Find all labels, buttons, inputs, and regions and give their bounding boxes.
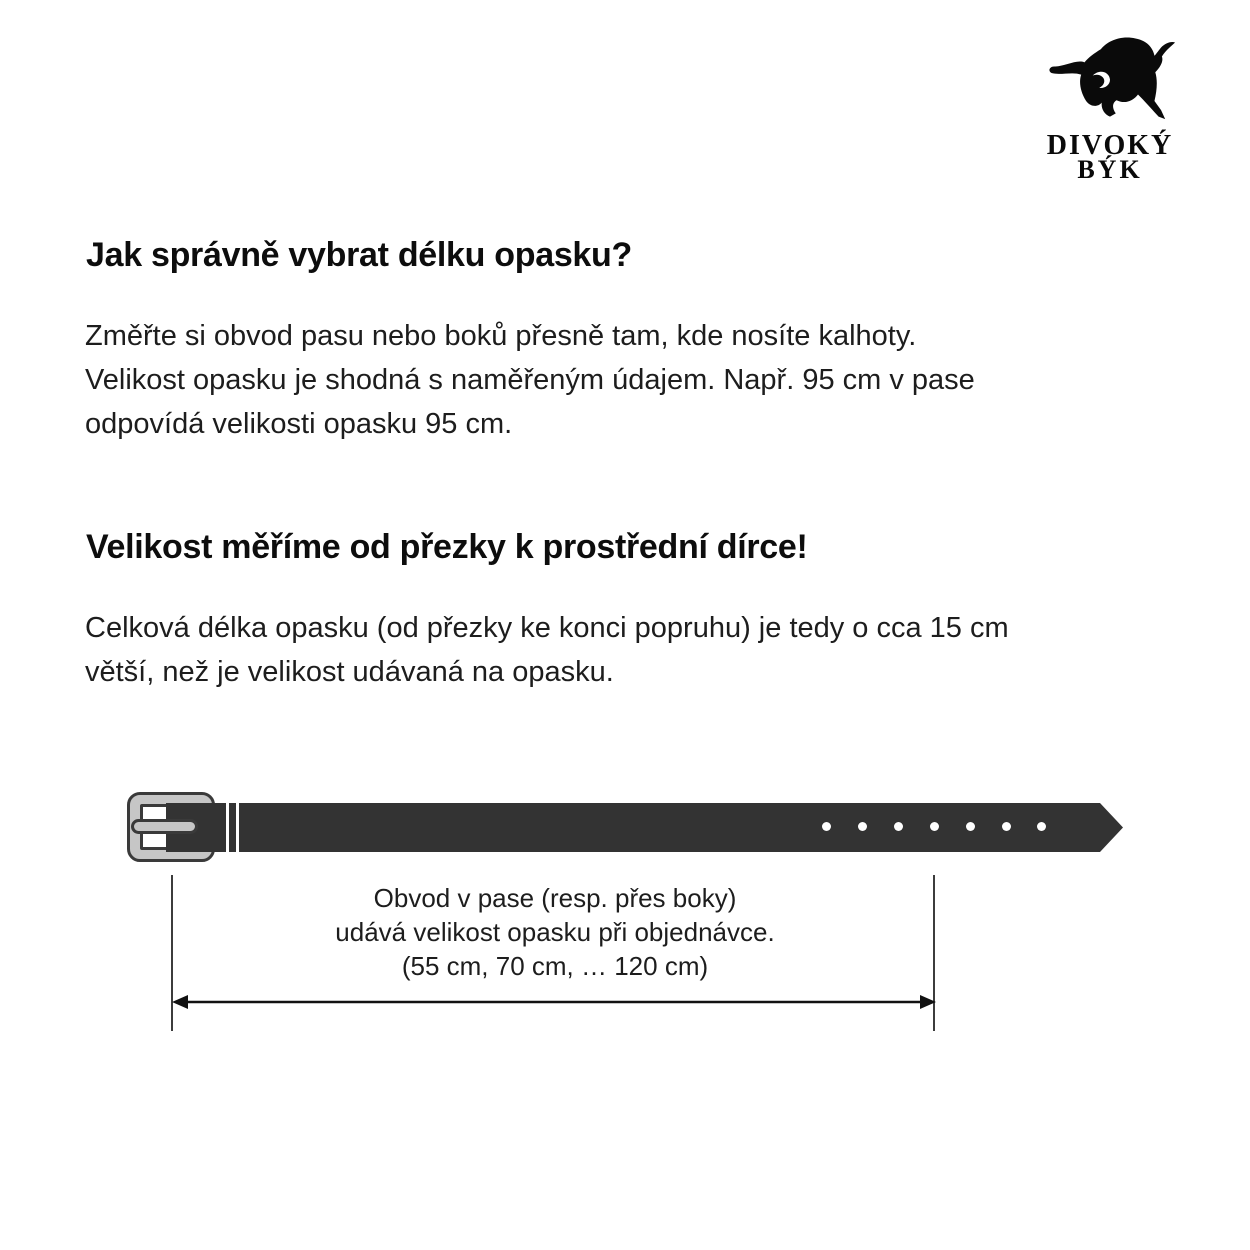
measurement-arrow: [170, 992, 938, 1012]
paragraph-line: Změřte si obvod pasu nebo boků přesně tam, kde nosíte kalhoty.: [85, 320, 917, 352]
caption-line: (55 cm, 70 cm, … 120 cm): [401, 951, 709, 981]
paragraph-line: Velikost opasku je shodná s naměřeným údajem. Např. 95 cm v pase: [85, 364, 975, 396]
belt-hole: [822, 822, 831, 831]
caption-line: Obvod v pase (resp. přes boky): [373, 883, 737, 913]
belt-keeper-line: [236, 803, 239, 852]
measurement-caption: [180, 881, 930, 983]
belt-hole: [1002, 822, 1011, 831]
paragraph-line: Celková délka opasku (od přezky ke konci popruhu) je tedy o cca 15 cm: [85, 612, 1009, 644]
belt-hole: [966, 822, 975, 831]
belt-hole: [894, 822, 903, 831]
brand-name-line2: BÝK: [1077, 155, 1143, 184]
brand-name-line1: DIVOKÝ: [1046, 130, 1174, 161]
paragraph-line: odpovídá velikosti opasku 95 cm.: [85, 408, 513, 440]
belt-keeper-line: [226, 803, 229, 852]
section2-heading: Velikost měříme od přezky k prostřední dírce!: [86, 528, 808, 566]
belt-buckle-prong: [131, 819, 198, 834]
belt-hole: [858, 822, 867, 831]
section1-heading: Jak správně vybrat délku opasku?: [86, 236, 632, 274]
belt-hole-middle: [930, 822, 939, 831]
paragraph-line: větší, než je velikost udávaná na opasku.: [85, 656, 614, 688]
belt-hole: [1037, 822, 1046, 831]
belt-strap: [166, 803, 1123, 852]
caption-line: udává velikost opasku při objednávce.: [335, 917, 775, 947]
